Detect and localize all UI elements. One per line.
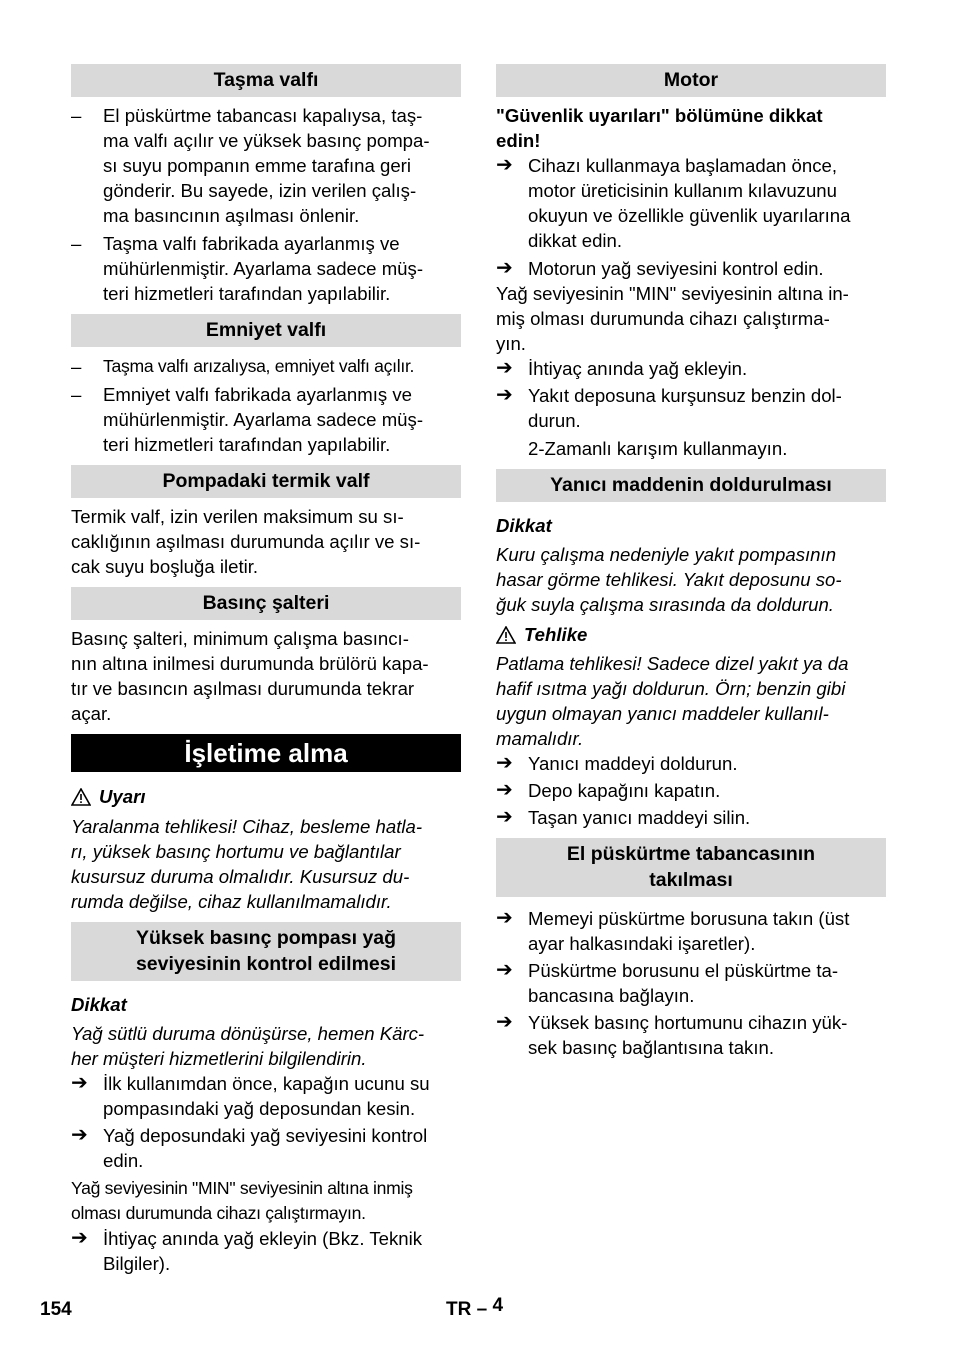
step-text <box>528 906 886 956</box>
text-line: teri hizmetleri tarafından yapılabilir. <box>103 434 391 455</box>
text-line: Motorun yağ seviyesini kontrol edin. <box>528 258 824 279</box>
text-line: Taşma valfı arızalıysa, emniyet valfı açılır. <box>103 356 415 376</box>
step-item <box>496 356 886 381</box>
chapter-heading-isletime: İşletime alma <box>71 734 461 772</box>
warning-label <box>71 784 461 809</box>
text-line: mühürlenmiştir. Ayarlama sadece müş- <box>103 409 424 430</box>
text-line: Bilgiler). <box>103 1253 171 1274</box>
text-line: tır ve basıncın aşılması durumunda tekrar <box>71 678 415 699</box>
text-line: okuyun ve özellikle güvenlik uyarılarına <box>528 205 851 226</box>
tehlike-label-text: Tehlike <box>524 624 588 645</box>
text-line: ma basıncının aşılması önlenir. <box>103 205 360 226</box>
heading-line: seviyesinin kontrol edilmesi <box>135 953 397 975</box>
dash-marker: – <box>71 384 82 405</box>
text-line: ğuk suyla çalışma sırasında da doldurun. <box>496 594 834 615</box>
warning-text <box>71 814 461 914</box>
text-line: sek basınç bağlantısına takın. <box>528 1037 775 1058</box>
text-line: Emniyet valfı fabrikada ayarlanmış ve <box>103 384 412 405</box>
list-item <box>71 231 461 306</box>
step-text: Depo kapağını kapatın. <box>528 780 721 801</box>
arrow-right-icon: ➔ <box>496 357 513 379</box>
section-heading-basinc: Basınç şalteri <box>71 587 461 620</box>
text-line: İhtiyaç anında yağ ekleyin (Bkz. Teknik <box>103 1228 423 1249</box>
heading-line: El püskürtme tabancasının <box>566 843 816 865</box>
list-item-text <box>103 231 461 306</box>
step-item <box>496 958 886 1008</box>
text-line: rumda değilse, cihaz kullanılmamalıdır. <box>71 891 392 912</box>
dash-marker: – <box>71 356 82 377</box>
text-line: Kuru çalışma nedeniyle yakıt pompasının <box>496 544 837 565</box>
warning-triangle-icon <box>496 626 516 644</box>
text-line: açar. <box>71 703 112 724</box>
dikkat-text <box>496 542 886 617</box>
arrow-right-icon: ➔ <box>71 1124 88 1146</box>
text-line: edin. <box>103 1150 144 1171</box>
text-line: cak suyu boşluğa iletir. <box>71 556 259 577</box>
text-line: Termik valf, izin verilen maksimum su sı- <box>71 506 404 527</box>
step-item <box>496 153 886 253</box>
section-heading-tasma: Taşma valfı <box>71 64 461 97</box>
text-line: dikkat edin. <box>528 230 623 251</box>
text-line: Yaralanma tehlikesi! Cihaz, besleme hatla- <box>71 816 423 837</box>
arrow-right-icon: ➔ <box>496 806 513 828</box>
section-heading-emniyet: Emniyet valfı <box>71 314 461 347</box>
text-line: Yüksek basınç hortumunu cihazın yük- <box>528 1012 848 1033</box>
tehlike-label <box>496 622 886 647</box>
step-text <box>103 1071 461 1121</box>
arrow-right-icon: ➔ <box>496 257 513 279</box>
footer-separator: – <box>476 1299 488 1320</box>
text-line: El püskürtme tabancası kapalıysa, taş- <box>103 105 423 126</box>
right-column <box>496 64 886 1060</box>
list-item-text <box>103 354 461 379</box>
heading-line: takılması <box>649 869 733 891</box>
text-line: durun. <box>528 410 581 431</box>
text-line: bancasına bağlayın. <box>528 985 695 1006</box>
text-line: Yağ seviyesinin "MIN" seviyesinin altına inmiş <box>71 1178 413 1198</box>
step-text: Yanıcı maddeyi doldurun. <box>528 753 738 774</box>
list-item-text <box>103 103 461 228</box>
text-line: ma valfı açılır ve yüksek basınç pompa- <box>103 130 430 151</box>
step-item <box>71 1071 461 1121</box>
text-line: uygun olmayan yanıcı maddeler kullanıl- <box>496 703 829 724</box>
list-item-text <box>103 382 461 457</box>
text-line: İlk kullanımdan önce, kapağın ucunu su <box>103 1073 430 1094</box>
step-note: 2-Zamanlı karışım kullanmayın. <box>528 438 788 459</box>
section-heading-motor: Motor <box>496 64 886 97</box>
step-item <box>496 906 886 956</box>
warning-label-text: Uyarı <box>99 786 146 807</box>
dikkat-text <box>71 1021 461 1071</box>
step-text <box>528 256 886 281</box>
step-text <box>528 1010 886 1060</box>
page-number: 154 <box>40 1299 72 1320</box>
section-heading-yanici: Yanıcı maddenin doldurulması <box>496 469 886 502</box>
text-line: her müşteri hizmetlerini bilgilendirin. <box>71 1048 367 1069</box>
text-line: sı suyu pompanın emme tarafına geri <box>103 155 411 176</box>
step-text <box>528 153 886 253</box>
step-text <box>528 356 886 381</box>
arrow-right-icon: ➔ <box>71 1072 88 1094</box>
text-line: mühürlenmiştir. Ayarlama sadece müş- <box>103 258 424 279</box>
termik-paragraph <box>71 504 461 579</box>
step-item <box>496 778 886 803</box>
text-line: Yağ sütlü duruma dönüşürse, hemen Kärc- <box>71 1023 425 1044</box>
step-text <box>528 383 886 461</box>
left-column <box>71 64 461 1276</box>
motor-paragraph <box>496 281 886 356</box>
text-line: İhtiyaç anında yağ ekleyin. <box>528 358 748 379</box>
arrow-right-icon: ➔ <box>71 1227 88 1249</box>
text-line: teri hizmetleri tarafından yapılabilir. <box>103 283 391 304</box>
text-line: yın. <box>496 333 526 354</box>
arrow-right-icon: ➔ <box>496 752 513 774</box>
text-line: Patlama tehlikesi! Sadece dizel yakıt ya da <box>496 653 849 674</box>
sub-page-number: 4 <box>492 1295 504 1316</box>
text-line: ayar halkasındaki işaretler). <box>528 933 756 954</box>
text-line: edin! <box>496 130 541 151</box>
step-item <box>496 751 886 776</box>
arrow-right-icon: ➔ <box>496 154 513 176</box>
list-item <box>71 354 461 379</box>
step-item <box>496 805 886 830</box>
section-heading-termik: Pompadaki termik valf <box>71 465 461 498</box>
arrow-right-icon: ➔ <box>496 907 513 929</box>
arrow-right-icon: ➔ <box>496 384 513 406</box>
dikkat-label: Dikkat <box>71 994 127 1015</box>
text-line: Yağ deposundaki yağ seviyesini kontrol <box>103 1125 428 1146</box>
text-line: Püskürtme borusunu el püskürtme ta- <box>528 960 839 981</box>
text-line: hasar görme tehlikesi. Yakıt deposunu so- <box>496 569 842 590</box>
text-line: Cihazı kullanmaya başlamadan önce, <box>528 155 838 176</box>
basinc-paragraph <box>71 626 461 726</box>
text-line: Taşma valfı fabrikada ayarlanmış ve <box>103 233 400 254</box>
text-line: "Güvenlik uyarıları" bölümüne dikkat <box>496 105 823 126</box>
text-line: hafif ısıtma yağı doldurun. Örn; benzin gibi <box>496 678 846 699</box>
dikkat-label: Dikkat <box>496 515 552 536</box>
language-code: TR <box>446 1299 472 1320</box>
heading-line: Yüksek basınç pompası yağ <box>135 927 397 949</box>
text-line: miş olması durumunda cihazı çalıştırma- <box>496 308 830 329</box>
text-line: olması durumunda cihazı çalıştırmayın. <box>71 1203 366 1223</box>
text-line: caklığının aşılması durumunda açılır ve sı- <box>71 531 421 552</box>
arrow-right-icon: ➔ <box>496 959 513 981</box>
dash-marker: – <box>71 233 82 254</box>
text-line: mamalıdır. <box>496 728 584 749</box>
section-heading-tabanca <box>496 838 886 897</box>
text-line: Yakıt deposuna kurşunsuz benzin dol- <box>528 385 842 406</box>
step-item <box>496 1010 886 1060</box>
text-line: rı, yüksek basınç hortumu ve bağlantılar <box>71 841 401 862</box>
list-item <box>71 382 461 457</box>
text-line: gönderir. Bu sayede, izin verilen çalış- <box>103 180 417 201</box>
step-text <box>103 1226 461 1276</box>
yag-paragraph <box>71 1176 461 1226</box>
text-line: motor üreticisinin kullanım kılavuzunu <box>528 180 837 201</box>
step-text <box>103 1123 461 1173</box>
warning-triangle-icon <box>71 788 91 806</box>
text-line: Yağ seviyesinin "MIN" seviyesinin altına in- <box>496 283 849 304</box>
step-item <box>496 383 886 461</box>
text-line: nın altına inilmesi durumunda brülörü kapa- <box>71 653 429 674</box>
tehlike-text <box>496 651 886 751</box>
dash-marker: – <box>71 105 82 126</box>
section-heading-yag <box>71 922 461 981</box>
step-text: Taşan yanıcı maddeyi silin. <box>528 807 751 828</box>
step-item <box>496 256 886 281</box>
list-item <box>71 103 461 228</box>
text-line: pompasındaki yağ deposundan kesin. <box>103 1098 416 1119</box>
arrow-right-icon: ➔ <box>496 1011 513 1033</box>
safety-note <box>496 103 886 153</box>
text-line: kusursuz duruma olmalıdır. Kusursuz du- <box>71 866 410 887</box>
step-item <box>71 1123 461 1173</box>
footer-language <box>446 1297 503 1322</box>
step-text <box>528 958 886 1008</box>
step-item <box>71 1226 461 1276</box>
text-line: Memeyi püskürtme borusuna takın (üst <box>528 908 850 929</box>
text-line: Basınç şalteri, minimum çalışma basıncı- <box>71 628 409 649</box>
arrow-right-icon: ➔ <box>496 779 513 801</box>
